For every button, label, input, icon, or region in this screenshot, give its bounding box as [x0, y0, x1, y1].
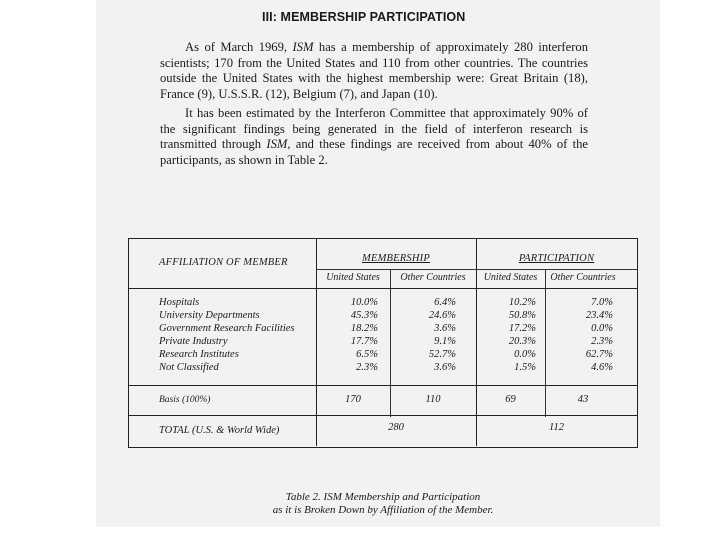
table-caption	[248, 491, 518, 517]
paragraph-text: , and these findings are received from about 40% of the participants, as shown in Table 2.	[160, 137, 588, 167]
paragraph-italic: ISM	[266, 137, 288, 151]
basis-value: 110	[425, 394, 441, 405]
cell-value: 2.3%	[356, 362, 378, 373]
cell-value: 0.0%	[514, 349, 536, 360]
caption-line-2: as it is Broken Down by Affiliation of the Member.	[272, 504, 494, 516]
subheader-participation-other: Other Countries	[550, 272, 616, 283]
row-label: University Departments	[159, 310, 260, 321]
cell-value: 7.0%	[591, 297, 613, 308]
subheader-membership-us: United States	[326, 272, 380, 283]
cell-value: 6.5%	[356, 349, 378, 360]
row-label: Not Classified	[159, 362, 219, 373]
paragraph-text: has a membership of approximately 280 interferon scientists; 170 from the United States and 110 from other countries. The countries outside the United States with the highest membership were: Great Britain (18), France (9), U.S.S.R. (12), Belgium (7), and Japan (10).	[160, 40, 588, 101]
cell-value: 3.6%	[434, 323, 456, 334]
cell-value: 62.7%	[585, 349, 613, 360]
table-divider	[316, 269, 637, 270]
cell-value: 50.8%	[508, 310, 536, 321]
cell-value: 17.7%	[350, 336, 378, 347]
paragraph-participation	[160, 106, 588, 168]
cell-value: 9.1%	[434, 336, 456, 347]
subheader-participation-us: United States	[483, 272, 538, 283]
section-heading: III: MEMBERSHIP PARTICIPATION	[262, 10, 466, 24]
basis-value: 170	[345, 394, 361, 405]
basis-value: 43	[577, 394, 589, 405]
cell-value: 0.0%	[591, 323, 613, 334]
row-label: Government Research Facilities	[159, 323, 295, 334]
cell-value: 10.2%	[508, 297, 536, 308]
total-membership: 280	[388, 422, 404, 433]
basis-label: Basis (100%)	[159, 395, 211, 405]
header-participation: PARTICIPATION	[518, 253, 595, 264]
paragraph-membership	[160, 40, 588, 102]
membership-table	[128, 238, 638, 448]
header-membership: MEMBERSHIP	[362, 253, 430, 264]
subheader-membership-other: Other Countries	[400, 272, 466, 283]
cell-value: 23.4%	[585, 310, 613, 321]
cell-value: 45.3%	[350, 310, 378, 321]
table-divider	[129, 415, 637, 416]
cell-value: 1.5%	[514, 362, 536, 373]
cell-value: 3.6%	[434, 362, 456, 373]
table-divider	[129, 385, 637, 386]
cell-value: 6.4%	[434, 297, 456, 308]
table-divider	[129, 288, 637, 289]
basis-value: 69	[505, 394, 516, 405]
cell-value: 52.7%	[428, 349, 456, 360]
header-affiliation: AFFILIATION OF MEMBER	[159, 257, 288, 268]
cell-value: 18.2%	[350, 323, 378, 334]
row-label: Research Institutes	[159, 349, 239, 360]
cell-value: 17.2%	[508, 323, 536, 334]
paragraph-text: It has been estimated by the Interferon Committee that approximately 90% of the significant findings being generated in the field of interferon research is transmitted through	[160, 106, 588, 151]
cell-value: 4.6%	[591, 362, 613, 373]
paragraph-italic: ISM	[292, 40, 314, 54]
row-label: Hospitals	[159, 297, 200, 308]
row-label: Private Industry	[159, 336, 228, 347]
total-label: TOTAL (U.S. & World Wide)	[159, 425, 280, 436]
caption-line-1: Table 2. ISM Membership and Participation	[285, 491, 481, 503]
cell-value: 2.3%	[591, 336, 613, 347]
cell-value: 10.0%	[350, 297, 378, 308]
cell-value: 24.6%	[428, 310, 456, 321]
cell-value: 20.3%	[508, 336, 536, 347]
paragraph-text: As of March 1969,	[185, 40, 293, 54]
total-participation: 112	[549, 422, 564, 433]
